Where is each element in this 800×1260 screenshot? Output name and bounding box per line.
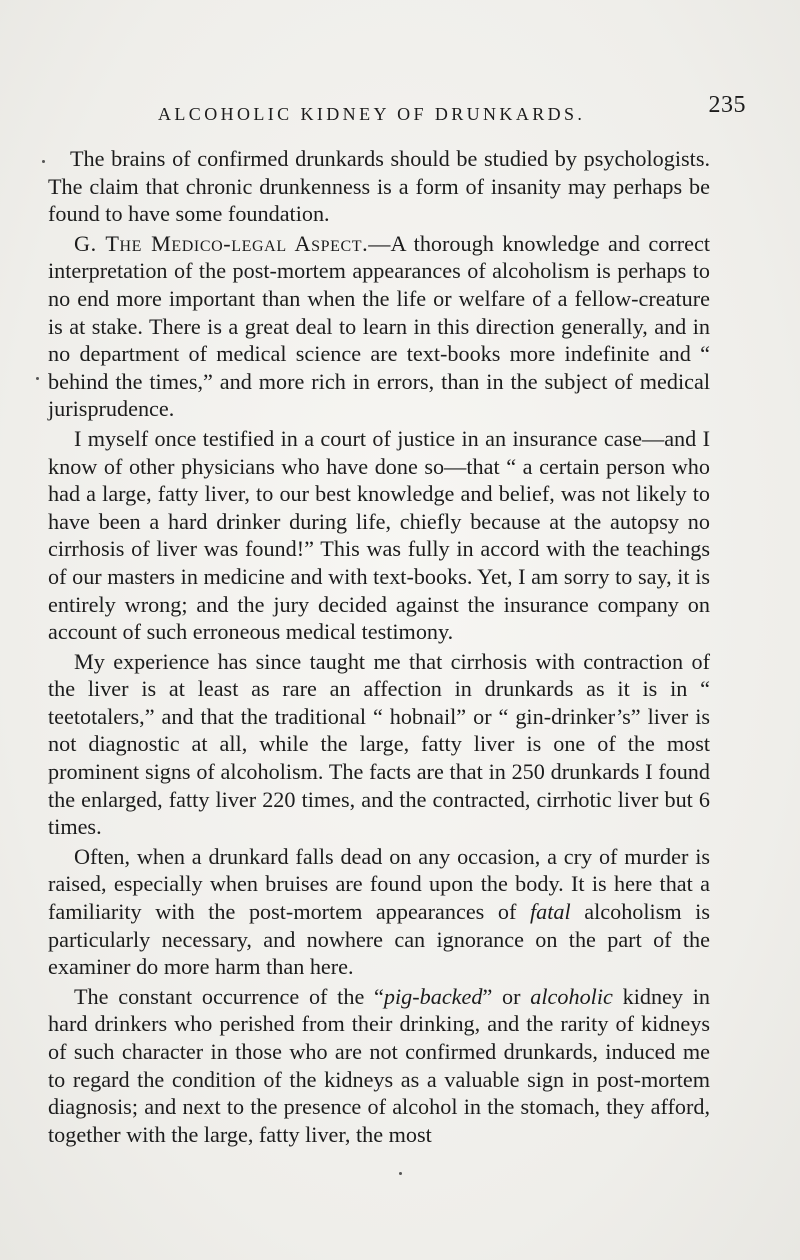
ink-speck — [36, 377, 39, 380]
paragraph-kidney — [48, 983, 710, 1149]
paragraph-cirrhosis — [48, 648, 710, 841]
paragraph-text: kidney in hard drinkers who perished from their drinking, and the rarity of kidneys of such character in those who are not confirmed drunkards, induced me to regard the condition of the kidneys as a valuable sign in post-mortem diagnosis; and next to the presence of alcohol in the stomach, they afford, together with the large, fatty liver, the most — [48, 983, 711, 1147]
paragraph-text: The brains of confirmed drunkards should be studied by psychologists. The claim that chronic drunkenness is a form of insanity may perhaps be found to have some foundation. — [48, 146, 710, 227]
paragraph-psychologists — [48, 145, 710, 228]
italic-term: fatal — [529, 899, 571, 925]
paragraph-murder — [48, 843, 710, 981]
paragraph-text: Often, when a drunkard falls dead on any occasion, a cry of murder is raised, especially when bruises are found upon the body. It is here that a familiarity with the post-mortem appearances of — [48, 843, 710, 925]
paragraph-testimony — [48, 425, 710, 646]
italic-term: alcoholic — [530, 983, 613, 1009]
running-head: ALCOHOLIC KIDNEY OF DRUNKARDS. — [158, 104, 586, 124]
page-number: 235 — [708, 92, 746, 118]
ink-speck — [399, 1172, 402, 1175]
italic-term: pig-backed — [383, 983, 483, 1009]
page-header — [48, 92, 746, 132]
paragraph-medico-legal — [48, 230, 710, 423]
ink-speck — [42, 160, 45, 163]
paragraph-text: ” or — [482, 983, 531, 1009]
paragraph-text: —A thorough knowledge and correct interpretation of the post-mortem appearances of alcoholism is perhaps to no end more important than when the life or welfare of a fellow-creature is at stake. There is a great deal to learn in this direction generally, and in no department of medical science are text-books more indefinite and “ behind the times,” and more rich in errors, than in the subject of medical jurisprudence. — [48, 230, 710, 422]
paragraph-text: My experience has since taught me that cirrhosis with contraction of the liver is at least as rare an affection in drunkards as it is in “ teetotalers,” and that the traditional “ hobnail” or “ gin-drinker’s” liver is not diagnostic at all, while the large, fatty liver is one of the most prominent signs of alcoholism. The facts are that in 250 drunkards I found the enlarged, fatty liver 220 times, and the contracted, cirrhotic liver but 6 times. — [48, 648, 710, 840]
section-heading: G. The Medico-legal Aspect. — [74, 230, 369, 256]
paragraph-text: alcoholism is particularly necessary, and nowhere can ignorance on the part of the examiner do more harm than here. — [48, 899, 710, 980]
paragraph-text: I myself once testified in a court of justice in an insurance case—and I know of other physicians who have done so—that “ a certain person who had a large, fatty liver, to our best knowledge and belief, was not likely to have been a hard drinker during life, chiefly because at the autopsy no cirrhosis of liver was found!” This was fully in accord with the teachings of our masters in medicine and with text-books. Yet, I am sorry to say, it is entirely wrong; and the jury decided against the insurance company on account of such erroneous medical testimony. — [48, 425, 710, 645]
paragraph-text: The constant occurrence of the “ — [74, 983, 384, 1009]
body-text — [48, 145, 710, 1150]
